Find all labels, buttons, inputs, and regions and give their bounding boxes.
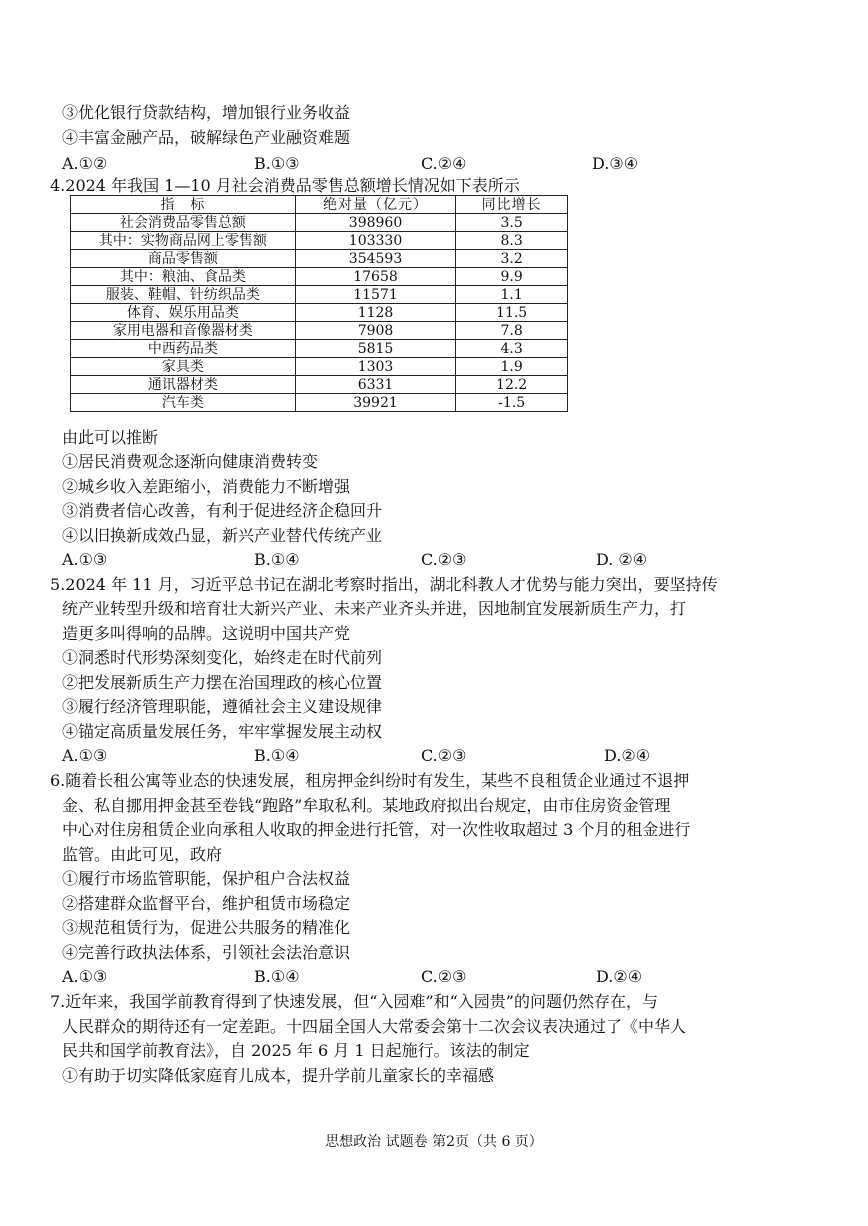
table-row <box>71 358 568 376</box>
amount-cell: 103330 <box>295 232 456 250</box>
indicator-cell: 其中：实物商品网上零售额 <box>71 232 296 250</box>
q6-option-d: D.②④ <box>596 967 643 986</box>
q4-item-3: ③消费者信心改善，有利于促进经济企稳回升 <box>62 501 383 520</box>
indicator-cell: 通讯器材类 <box>71 376 296 394</box>
q5-item-2: ②把发展新质生产力摆在治国理政的核心位置 <box>62 673 383 692</box>
amount-cell: 1128 <box>295 304 456 322</box>
growth-cell: 12.2 <box>456 376 568 394</box>
growth-cell: -1.5 <box>456 394 568 412</box>
table-row <box>71 232 568 250</box>
indicator-cell: 商品零售额 <box>71 250 296 268</box>
table-row <box>71 304 568 322</box>
amount-cell: 11571 <box>295 286 456 304</box>
q4-option-c: C.②③ <box>421 550 467 569</box>
header-amount: 绝对量（亿元） <box>295 196 456 214</box>
q5-option-b: B.①④ <box>254 746 300 765</box>
indicator-cell: 家具类 <box>71 358 296 376</box>
q4-stem: 4.2024 年我国 1—10 月社会消费品零售总额增长情况如下表所示 <box>50 176 520 195</box>
table-row <box>71 322 568 340</box>
amount-cell: 398960 <box>295 214 456 232</box>
retail-sales-table <box>70 195 568 412</box>
amount-cell: 1303 <box>295 358 456 376</box>
q4-option-b: B.①④ <box>254 550 300 569</box>
q7-stem-line-3: 民共和国学前教育法》，自 2025 年 6 月 1 日起施行。该法的制定 <box>62 1041 530 1060</box>
amount-cell: 354593 <box>295 250 456 268</box>
q6-option-a: A.①③ <box>62 967 108 986</box>
q5-item-1: ①洞悉时代形势深刻变化，始终走在时代前列 <box>62 648 383 667</box>
header-indicator: 指 标 <box>71 196 296 214</box>
table-row <box>71 268 568 286</box>
q6-option-b: B.①④ <box>254 967 300 986</box>
q3-option-d: D.③④ <box>592 154 639 173</box>
header-growth: 同比增长 <box>456 196 568 214</box>
q5-stem-line-3: 造更多叫得响的品牌。这说明中国共产党 <box>62 624 351 643</box>
q4-item-4: ④以旧换新成效凸显，新兴产业替代传统产业 <box>62 526 383 545</box>
page-footer: 思想政治 试题卷 第2页（共 6 页） <box>325 1134 543 1150</box>
amount-cell: 39921 <box>295 394 456 412</box>
indicator-cell: 中西药品类 <box>71 340 296 358</box>
q3-item-3: ③优化银行贷款结构，增加银行业务收益 <box>62 103 351 122</box>
q4-item-1: ①居民消费观念逐渐向健康消费转变 <box>62 452 319 471</box>
table-row <box>71 214 568 232</box>
q4-option-a: A.①③ <box>62 550 108 569</box>
growth-cell: 1.1 <box>456 286 568 304</box>
table-row <box>71 394 568 412</box>
q6-option-c: C.②③ <box>421 967 467 986</box>
table-row <box>71 286 568 304</box>
growth-cell: 3.2 <box>456 250 568 268</box>
q3-option-c: C.②④ <box>421 154 467 173</box>
q6-stem-line-4: 监管。由此可见，政府 <box>62 845 223 864</box>
indicator-cell: 体育、娱乐用品类 <box>71 304 296 322</box>
table-header-row <box>71 196 568 214</box>
q4-option-d: D. ②④ <box>596 550 648 569</box>
q6-item-1: ①履行市场监管职能，保护租户合法权益 <box>62 869 351 888</box>
q5-option-c: C.②③ <box>421 746 467 765</box>
q5-item-4: ④锚定高质量发展任务，牢牢掌握发展主动权 <box>62 722 383 741</box>
q4-item-2: ②城乡收入差距缩小，消费能力不断增强 <box>62 477 351 496</box>
indicator-cell: 其中：粮油、食品类 <box>71 268 296 286</box>
q3-item-4: ④丰富金融产品，破解绿色产业融资难题 <box>62 128 351 147</box>
growth-cell: 8.3 <box>456 232 568 250</box>
amount-cell: 7908 <box>295 322 456 340</box>
growth-cell: 4.3 <box>456 340 568 358</box>
amount-cell: 17658 <box>295 268 456 286</box>
q6-item-4: ④完善行政执法体系，引领社会法治意识 <box>62 943 351 962</box>
growth-cell: 9.9 <box>456 268 568 286</box>
indicator-cell: 社会消费品零售总额 <box>71 214 296 232</box>
growth-cell: 3.5 <box>456 214 568 232</box>
table-row <box>71 250 568 268</box>
growth-cell: 1.9 <box>456 358 568 376</box>
q3-option-a: A.①② <box>62 154 108 173</box>
amount-cell: 5815 <box>295 340 456 358</box>
q5-item-3: ③履行经济管理职能，遵循社会主义建设规律 <box>62 697 383 716</box>
table-row <box>71 340 568 358</box>
indicator-cell: 汽车类 <box>71 394 296 412</box>
q6-item-3: ③规范租赁行为，促进公共服务的精准化 <box>62 918 351 937</box>
q6-stem-line-3: 中心对住房租赁企业向承租人收取的押金进行托管，对一次性收取超过 3 个月的租金进行 <box>62 820 691 839</box>
q5-option-d: D.②④ <box>604 746 651 765</box>
q5-stem-line-2: 统产业转型升级和培育壮大新兴产业、未来产业齐头并进，因地制宜发展新质生产力，打 <box>62 599 687 618</box>
q7-stem-line-2: 人民群众的期待还有一定差距。十四届全国人大常委会第十二次会议表决通过了《中华人 <box>62 1017 687 1036</box>
q6-item-2: ②搭建群众监督平台，维护租赁市场稳定 <box>62 894 351 913</box>
q5-stem-line-1: 5.2024 年 11 月，习近平总书记在湖北考察时指出，湖北科教人才优势与能力突出，要坚持传 <box>50 575 718 594</box>
growth-cell: 11.5 <box>456 304 568 322</box>
q3-option-b: B.①③ <box>254 154 300 173</box>
q7-stem-line-1: 7.近年来，我国学前教育得到了快速发展，但“入园难”和“入园贵”的问题仍然存在，与 <box>50 992 658 1011</box>
q7-item-1: ①有助于切实降低家庭育儿成本，提升学前儿童家长的幸福感 <box>62 1066 495 1085</box>
amount-cell: 6331 <box>295 376 456 394</box>
q6-stem-line-1: 6.随着长租公寓等业态的快速发展，租房押金纠纷时有发生，某些不良租赁企业通过不退押 <box>50 771 690 790</box>
indicator-cell: 服装、鞋帽、针纺织品类 <box>71 286 296 304</box>
q5-option-a: A.①③ <box>62 746 108 765</box>
q4-lead: 由此可以推断 <box>62 428 159 447</box>
q6-stem-line-2: 金、私自挪用押金甚至卷钱“跑路”牟取私利。某地政府拟出台规定，由市住房资金管理 <box>62 796 671 815</box>
growth-cell: 7.8 <box>456 322 568 340</box>
indicator-cell: 家用电器和音像器材类 <box>71 322 296 340</box>
table-row <box>71 376 568 394</box>
